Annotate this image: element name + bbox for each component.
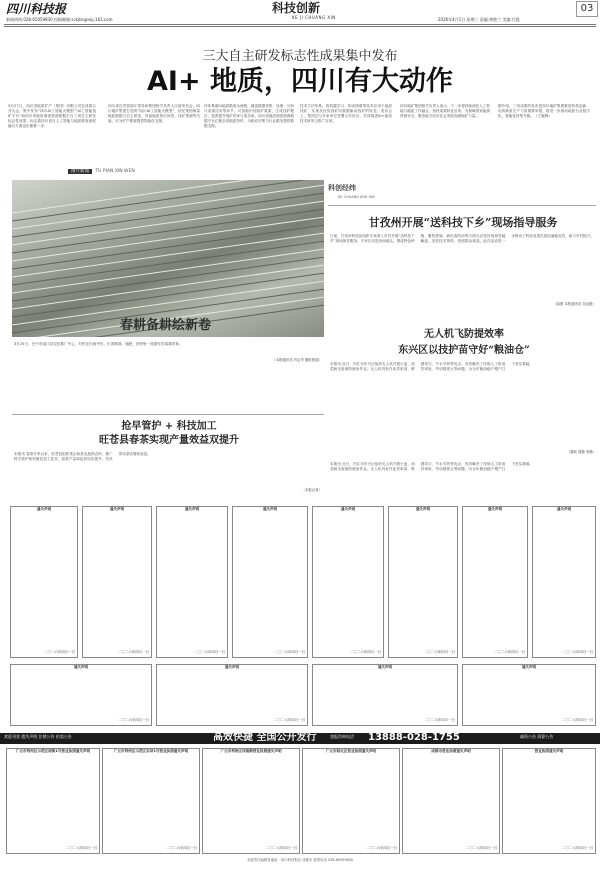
ad-phone-label: 登报咨询电话 <box>330 734 354 739</box>
drone-title-line2: 东兴区以技护苗守好“粮油仓” <box>398 345 530 356</box>
header-rule <box>4 24 596 25</box>
notice-box <box>156 664 308 726</box>
tea-title-line2: 旺苍县春茶实现产量效益双提升 <box>99 435 239 446</box>
classified-box <box>6 748 100 854</box>
photo-caption: 3月25日，巴中市南江县农技推广中心，村民在田间劳作，忙着移栽、施肥，田野里一派繁忙的春耕景象。 <box>14 342 183 346</box>
notice-box <box>232 506 308 658</box>
notice-box <box>156 506 228 658</box>
lead-column-2: 四川省自然资源厅领导和集团相关负责人出席发布会。四川地矿集团打造的“四川AI工智能大模型”，依托集团海量地质数据与自主研发，具备地质知识问答、找矿预测等功能，可为矿产勘查提供智能化支撑。 <box>108 104 200 123</box>
photo-badge-label: 图片新闻 <box>68 169 92 174</box>
drone-title-line1: 无人机飞防提效率 <box>424 329 504 340</box>
classified-date: 二〇二六年四月一日 <box>366 846 397 850</box>
notice-title: 遗失声明 <box>36 507 52 511</box>
lead-column-4: 技术方法体系，将机器学习、知识图谱等技术应用于地质找矿，实现从经验找矿向数据驱动找矿的转变。发布会上，集团还与多家单位签署合作协议，共同推进AI+地质技术研发与推广应用。 <box>300 104 392 123</box>
notice-title: 遗失声明 <box>377 665 393 669</box>
page-number: 03 <box>576 1 598 17</box>
ad-left-text: 欢迎刊登 遗失声明 注销公告 拍卖公告 <box>4 734 72 739</box>
ad-right-text: 减资公告 清算公告 <box>520 734 554 739</box>
field-photo <box>12 180 324 337</box>
classified-box <box>502 748 596 854</box>
notice-date: 二〇二六年四月一日 <box>118 718 149 722</box>
notice-title: 遗失声明 <box>73 665 89 669</box>
classified-title: 广元市利州区示范区东坝1号营业执照遗失声明 <box>113 749 189 753</box>
section-pinyin: KE JI CHUANG XIN <box>292 15 336 20</box>
notice-title: 遗失声明 <box>521 665 537 669</box>
notice-title: 遗失声明 <box>184 507 200 511</box>
notice-date: 二〇二六年四月一日 <box>274 718 305 722</box>
notice-box <box>10 506 78 658</box>
notice-title: 遗失声明 <box>487 507 503 511</box>
date-line: 2026年4月1日 星期三 责编:黄艳兰 美编:代俊 <box>438 17 520 22</box>
ad-phone: 13888-028-1755 <box>368 732 460 743</box>
science-rule <box>328 205 596 206</box>
footer: 本版责任编辑及地址：四川科技报社 成都市 联系电话 028-65059830 <box>246 858 354 862</box>
science-section-label: 科创经纬 <box>328 184 356 192</box>
notice-title: 遗失声明 <box>262 507 278 511</box>
classified-box <box>402 748 500 854</box>
drone-credit: （黎莉 曾静 李静） <box>566 450 596 454</box>
classified-title: 广元市利州区示范区南街1号营业执照遗失声明 <box>15 749 91 753</box>
classified-date: 二〇二六年四月一日 <box>66 846 97 850</box>
notice-date: 二〇二六年四月一日 <box>424 650 455 654</box>
notice-title: 遗失声明 <box>556 507 572 511</box>
classified-title: 成都市营业执照遗失声明 <box>431 749 471 753</box>
notice-date: 二〇二六年四月一日 <box>44 650 75 654</box>
science-section-pinyin: KE CHUANG JING WEI <box>338 195 376 199</box>
lead-column-3: 该体系面向地质勘查全流程，涵盖数据采集、处理、分析与成果应用等环节，可智能识别致矿要素，生成找矿靶区，显著提升找矿效率与成功率。四川省地质调查资源数据平台汇聚全省地质资料，为政府决策与行业服务提供数据支撑。 <box>204 104 294 128</box>
classified-title: 广元市昭化区营业执照遗失声明 <box>325 749 377 753</box>
ad-center-text: 高效快捷 全国公开发行 <box>213 732 317 743</box>
notice-date: 二〇二六年四月一日 <box>118 650 149 654</box>
drone-text: 本报讯 近日，内江市东兴区组织无人机开展小麦、油菜病虫害统防统治作业。无人机具有作业效率高、喷洒均匀、节水节药等优点，有效解决了传统人工防治效率低、劳动强度大等问题，为全年粮油稳产增产打下坚实基础。 <box>330 362 533 371</box>
notice-box <box>388 506 458 658</box>
notice-title: 遗失声明 <box>340 507 356 511</box>
notice-title: 遗失声明 <box>109 507 125 511</box>
tea-text: 本报讯 春茶开采以来，旺苍县组织茶企和茶农抢抓农时，推广科学管护和机械化加工技术，春茶产量和品质同步提升，有效带动茶农增收致富。 <box>14 452 151 461</box>
notice-box <box>312 506 384 658</box>
tea-credit: （本报记者） <box>301 488 322 492</box>
classified-date: 二〇二六年四月一日 <box>562 846 593 850</box>
ganzi-title: 甘孜州开展“送科技下乡”现场指导服务 <box>368 216 558 229</box>
classified-date: 二〇二六年四月一日 <box>266 846 297 850</box>
ganzi-credit: （曲燕 本报通讯员 吴远胜） <box>553 302 596 306</box>
notice-box <box>462 506 528 658</box>
header-contact: 新闻热线:028-65059830 投稿邮箱:sckjbs@vip.163.com <box>6 17 113 22</box>
lead-column-1: 3月27日，四川省地质矿产（集团）有限公司在成都召开大会，集中发布“四川AI工智能大模型”“AI工智能找矿平台”和四川省地质调查资源数据平台三项自主研发标志性成果，标志着四川省在人工智能与地质勘查深度融合方面迈出重要一步。 <box>8 104 96 128</box>
header-rule-2 <box>4 26 596 27</box>
notice-date: 二〇二六年四月一日 <box>424 718 455 722</box>
notice-date: 二〇二六年四月一日 <box>562 718 593 722</box>
lead-kicker: 三大自主研发标志性成果集中发布 <box>202 49 398 64</box>
notice-box <box>462 664 596 726</box>
classified-title: 营业执照遗失声明 <box>534 749 564 753</box>
classified-date: 二〇二六年四月一日 <box>466 846 497 850</box>
classified-title: 广元市利州区西南路营业执照遗失声明 <box>220 749 282 753</box>
ganzi-text: 日前，甘孜州科技局组织专家深入乡村开展“送科技下乡”现场指导服务。专家们走进田间地头，围绕特色种植、畜牧养殖、病虫害防治等方面为农牧民现场答疑解惑，发放技术资料，受到群众欢迎。此次活动进一步推动了科技成果在基层落地见效，助力乡村振兴。 <box>330 234 594 243</box>
lead-headline: AI+ 地质，四川有大动作 <box>147 66 453 97</box>
lead-column-5: 四川地矿集团相关负责人表示，下一步将持续深化人工智能与地质工作融合，加快成果转化应用，为保障国家能源资源安全、服务地方经济社会发展贡献地矿力量。 <box>400 104 490 118</box>
photo-badge-pinyin: TU PIAN XIN WEN <box>95 169 135 174</box>
photo-badge <box>68 169 135 174</box>
photo-credit: （本报通讯员 肖定华 摄影报道） <box>272 358 322 362</box>
notice-box <box>10 664 152 726</box>
lead-column-6: 据介绍，三项成果的发布是四川地矿集团推进科技创新、培育新质生产力的重要举措，将进一步推动地质行业数字化、智能化转型升级。（王霜梅） <box>498 104 590 118</box>
mid-band-text: 本报讯 近日，内江市东兴区组织无人机开展小麦、油菜病虫害统防统治作业。无人机具有作业效率高、喷洒均匀、节水节药等优点，有效解决了传统人工防治效率低、劳动强度大等问题，为全年粮油稳产增产打下坚实基础。 <box>330 462 533 471</box>
photo-title: 春耕备耕绘新卷 <box>120 318 212 333</box>
classified-box <box>102 748 200 854</box>
notice-box <box>532 506 596 658</box>
notice-date: 二〇二六年四月一日 <box>494 650 525 654</box>
notice-date: 二〇二六年四月一日 <box>350 650 381 654</box>
notice-date: 二〇二六年四月一日 <box>274 650 305 654</box>
notice-title: 遗失声明 <box>224 665 240 669</box>
classified-box <box>302 748 400 854</box>
notice-box <box>312 664 458 726</box>
classified-date: 二〇二六年四月一日 <box>166 846 197 850</box>
masthead: 四川科技报 <box>6 2 67 16</box>
section-title: 科技创新 <box>272 1 321 15</box>
tea-rule <box>12 414 324 415</box>
notice-title: 遗失声明 <box>415 507 431 511</box>
notice-box <box>82 506 152 658</box>
tea-title-line1: 抢早管护 + 科技加工 <box>121 421 217 432</box>
classified-box <box>202 748 300 854</box>
notice-date: 二〇二六年四月一日 <box>562 650 593 654</box>
notice-date: 二〇二六年四月一日 <box>194 650 225 654</box>
